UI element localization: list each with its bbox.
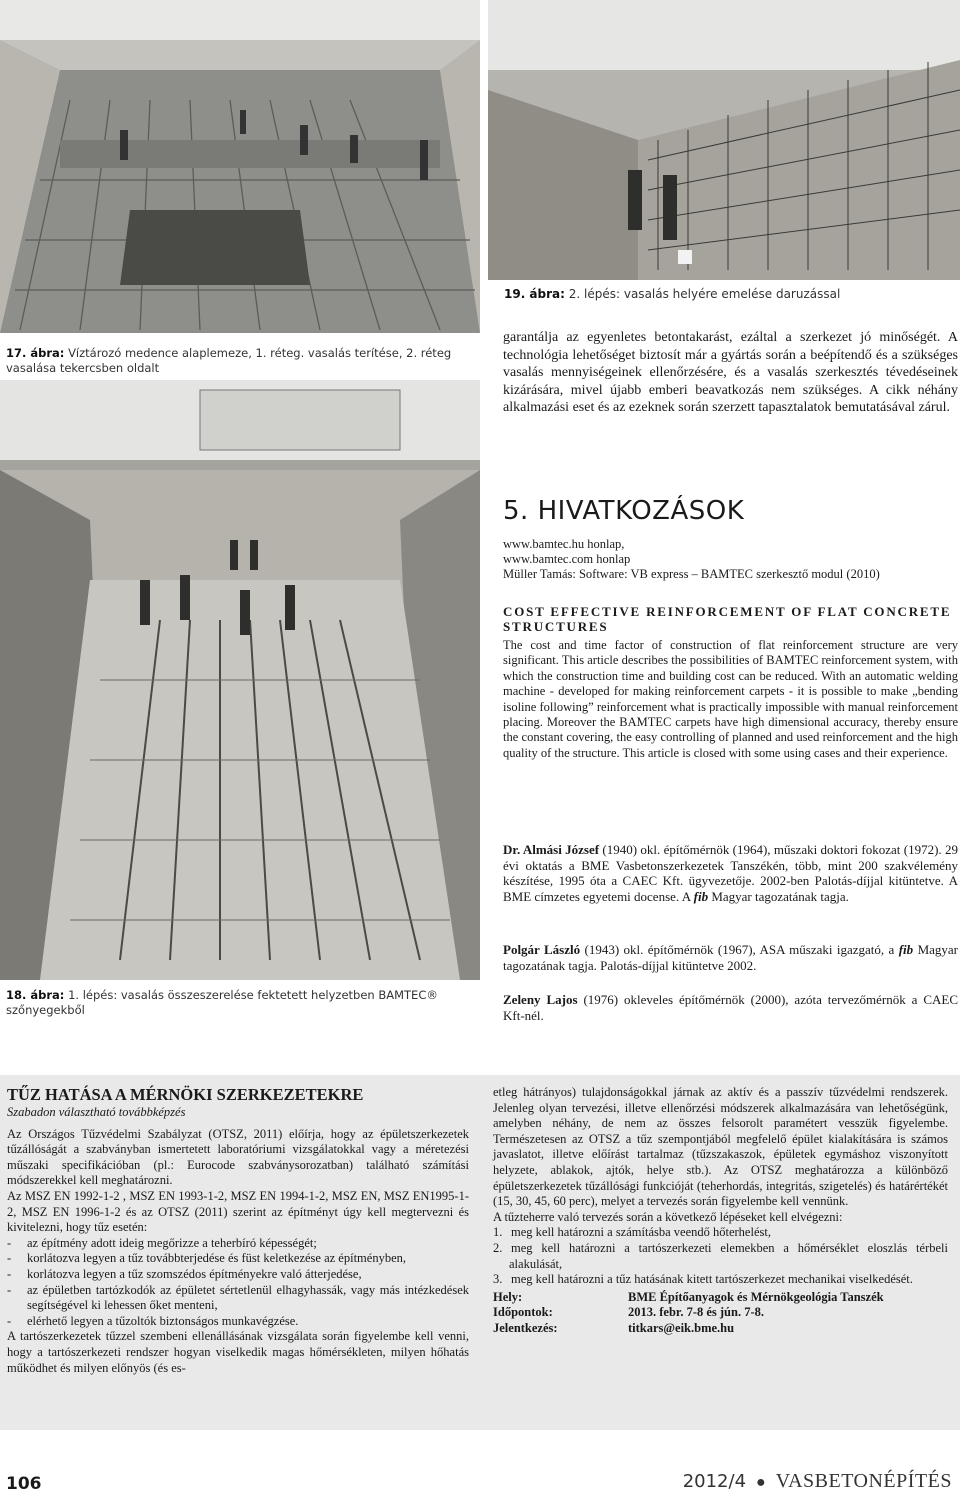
list-item: - korlátozva legyen a tűz továbbterjedése és füst keletkezése az építményben, [7, 1251, 469, 1267]
event-registration: Jelentkezés: titkars@eik.bme.hu [493, 1320, 735, 1335]
list-item: - az épületben tartózkodók az épületet sértetlenül elhagyhassák, vagy más intézkedések segítségével ki lehessen őket menteni, [7, 1283, 469, 1314]
box-title: TŰZ HATÁSA A MÉRNÖKI SZERKEZETEKRE [7, 1085, 364, 1104]
english-abstract: The cost and time factor of construction of flat reinforcement structure are very significant. This article describes the possibilities of BAMTEC reinforcement system, with which the construction time and building cost can be reduced. With an automatic welding machine - developed for making reinforcement carpets - it is possible to make „bending isoline following” reinforcement what is practically impossible with manual reinforcement placing. Moreover the BAMTEC carpets have high dimensional accuracy, thereby ensure the constant covering, the easy controlling of planned and used reinforcement and the high quality of the structure. This article is closed with some using cases and their experience. [503, 638, 958, 760]
figure-18-text: 1. lépés: vasalás összeszerelése fektetett helyzetben BAMTEC® szőnyegekből [6, 988, 438, 1017]
author-name: Zeleny Lajos [503, 992, 578, 1007]
box-left-column [7, 1085, 469, 1376]
figure-19-photo [488, 0, 960, 280]
author-name: Polgár László [503, 942, 581, 957]
page-number: 106 [6, 1474, 42, 1494]
box-bullet-list [7, 1236, 469, 1330]
list-item: - elérhető legyen a tűzoltók biztonságos munkavégzése. [7, 1314, 469, 1330]
event-dates: Időpontok: 2013. febr. 7-8 és jún. 7-8. [493, 1305, 764, 1320]
references-heading: 5. HIVATKOZÁSOK [503, 496, 745, 526]
reference-item: www.bamtec.hu honlap, [503, 537, 625, 551]
figure-18-label: 18. ábra: [6, 988, 65, 1002]
english-title: COST EFFECTIVE REINFORCEMENT OF FLAT CONCRETE STRUCTURES [503, 604, 952, 634]
figure-19-caption [504, 287, 944, 302]
issue-number: 2012/4 [682, 1471, 747, 1492]
box-paragraph-2: Az MSZ EN 1992-1-2 , MSZ EN 1993-1-2, MSZ EN 1994-1-2, MSZ EN, MSZ EN1995-1-2, MSZ EN 1996-1-2 és az OTSZ (2011) szerint az építményt úgy kell megtervezni és kivitelezni, hogy tűz esetén: [7, 1188, 469, 1235]
wall-reinforcement-illustration [488, 0, 960, 280]
box-paragraph-3: A tartószerkezetek tűzzel szembeni ellenállásának vizsgálata során figyelembe kell venni, hogy a tartószerkezeti rendszer hogyan viselkedik magas hőmérsékleten, milyen hőhatás működhet és milyen előnyös (és es- [7, 1329, 469, 1375]
box-paragraph-5: A tűzteherre való tervezés során a következő lépéseket kell elvégezni: [493, 1209, 843, 1224]
references-list [503, 537, 958, 582]
box-right-column [493, 1085, 948, 1337]
box-subtitle: Szabadon választható továbbképzés [7, 1105, 186, 1119]
reference-item: www.bamtec.com honlap [503, 552, 631, 566]
figure-19-label: 19. ábra: [504, 287, 565, 301]
bamtec-carpet-illustration [0, 380, 480, 980]
list-item: 3. meg kell határozni a tűz hatásának kitett tartószerkezet mechanikai viselkedését. [493, 1272, 913, 1287]
article-paragraph: garantálja az egyenletes betontakarást, ezáltal a szerkezet jó minőségét. A technológia lehetőséget biztosít már a gyártás során a beépítendő és a szükséges vasalás mennyiségeinek ellenőrzésére, és a vasalás szerkesztés tévedéseinek kizárására, mivel újabb emberi beavatkozás nem szükséges. A cikk néhány alkalmazási eset és az ezeknek során szerzett tapasztalatok bemutatásával zárul. [503, 330, 958, 416]
figure-18-photo [0, 380, 480, 980]
figure-17-text: Víztározó medence alaplemeze, 1. réteg. vasalás terítése, 2. réteg vasalása tekercsben oldalt [6, 346, 452, 375]
figure-18-caption [6, 988, 476, 1018]
box-steps-list [493, 1225, 948, 1287]
list-item: 2. meg kell határozni a tartószerkezeti elemekben a hőmérséklet eloszlás térbeli alakulását, [493, 1240, 948, 1271]
figure-17-caption [6, 346, 476, 376]
author-bio-2: Polgár László (1943) okl. építőmérnök (1967), ASA műszaki igazgató, a fib Magyar tagozatának tagja. Palotás-díjjal kitüntetve 2002. [503, 942, 958, 973]
magazine-title: VASBETONÉPÍTÉS [775, 1470, 952, 1492]
event-info [493, 1290, 948, 1337]
figure-17-label: 17. ábra: [6, 346, 65, 360]
announcement-box [0, 1075, 960, 1430]
box-paragraph-4: etleg hátrányos) tulajdonságokkal járnak az aktív és a passzív tűzvédelmi rendszerek. Jelenleg olyan tervezési, illetve ellenőrzési módszerek alkalmazására van lehetőségünk, amelyben néhány, de nem az összes felsorolt paramétert vesszük figyelembe. Természetesen az OTSZ a tűz szempontjából megfelelő épület kialakítására is számos javaslatot, illetve előírást tartalmaz (tűzszakaszok, épületek egymáshoz viszonyított helyzete, ablakok, ajtók, helye stb.). Az OTSZ meghatározza a különböző épületszerkezetek tűzállósági funkcióját (teherhordás, integritás, szigetelés) és határértékét (15, 30, 45, 60 perc), melyet a tervezés során figyelembe kell vennünk. [493, 1085, 948, 1209]
figure-19-text: 2. lépés: vasalás helyére emelése daruzással [568, 287, 841, 301]
list-item: - korlátozva legyen a tűz szomszédos építményekre való átterjedése, [7, 1267, 469, 1283]
reference-item: Müller Tamás: Software: VB express – BAMTEC szerkesztő modul (2010) [503, 567, 880, 581]
figure-17-photo [0, 0, 480, 333]
author-name: Dr. Almási József [503, 842, 600, 857]
bullet-separator-icon: ● [756, 1474, 766, 1491]
event-location: Hely: BME Építőanyagok és Mérnökgeológia Tanszék [493, 1289, 884, 1304]
list-item: 1. meg kell határozni a számításba veendő hőterhelést, [493, 1225, 771, 1240]
footer-right [683, 1470, 952, 1493]
box-paragraph-1: Az Országos Tűzvédelmi Szabályzat (OTSZ, 2011) előírja, hogy az épületszerkezetek tűzállóságát a szabványban ismertetett laboratóriumi vizsgálatokkal vagy a méretezési műszaki specifikációban (pl.: Eurocode szabványsorozatban) található számítási módszerekkel kell meghatározni. [7, 1126, 469, 1188]
author-bio-3: Zeleny Lajos (1976) okleveles építőmérnök (2000), azóta tervezőmérnök a CAEC Kft-nél. [503, 992, 958, 1023]
excavation-slab-illustration [0, 0, 480, 333]
list-item: - az építmény adott ideig megőrizze a teherbíró képességét; [7, 1236, 469, 1252]
author-bio-1: Dr. Almási József (1940) okl. építőmérnök (1964), műszaki doktori fokozat (1972). 29 évi oktatás a BME Vasbetonszerkezetek Tanszékén, több, mint 200 szakvélemény készítése, 1995 óta a CAEC Kft. ügyvezetője. 2002-ben Palotás-díjjal kitüntetve. A BME címzetes egyetemi docense. A fib Magyar tagozatának tagja. [503, 842, 958, 904]
